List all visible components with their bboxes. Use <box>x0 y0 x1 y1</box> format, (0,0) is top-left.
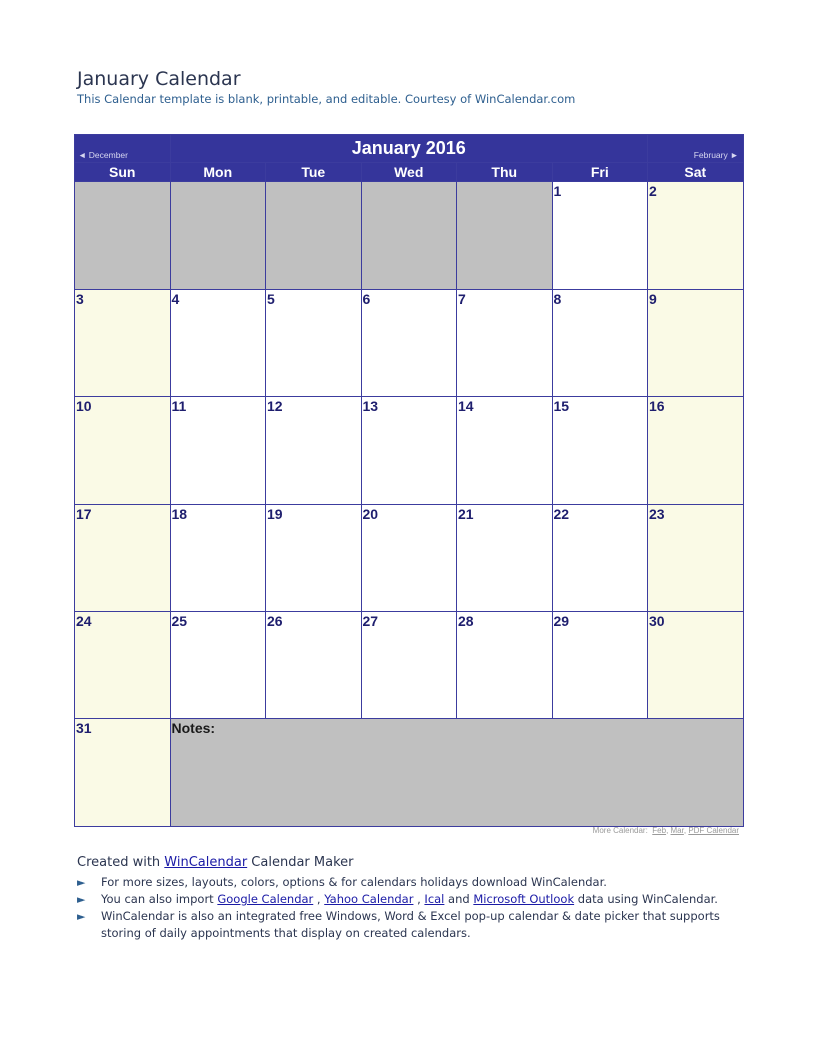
document-subtitle: This Calendar template is blank, printable, and editable. Courtesy of WinCalendar.com <box>77 92 576 106</box>
separator: and <box>444 892 474 906</box>
day-cell[interactable] <box>361 612 457 719</box>
day-cell[interactable] <box>648 182 744 289</box>
footer <box>77 855 747 942</box>
day-number: 10 <box>76 398 92 415</box>
more-calendar-links: More Calendar: Feb, Mar, PDF Calendar <box>592 826 739 835</box>
day-cell[interactable] <box>75 397 171 504</box>
dow-sat: Sat <box>648 163 744 182</box>
day-cell[interactable] <box>266 397 362 504</box>
calendar-header-row <box>75 135 744 163</box>
bullet-item <box>77 908 747 942</box>
day-cell[interactable] <box>648 289 744 396</box>
day-cell[interactable] <box>361 289 457 396</box>
calendar-table <box>74 134 744 827</box>
day-cell[interactable] <box>648 397 744 504</box>
day-number: 16 <box>649 398 665 415</box>
bullet-text: For more sizes, layouts, colors, options & for calendars holidays download WinCalendar. <box>101 875 607 889</box>
week-row-2 <box>75 289 744 396</box>
day-cell[interactable] <box>457 397 553 504</box>
day-number: 29 <box>553 613 570 629</box>
dow-tue: Tue <box>266 163 362 182</box>
day-number: 5 <box>267 290 275 307</box>
day-number: 11 <box>171 398 187 415</box>
week-row-3 <box>75 397 744 504</box>
day-number: 26 <box>267 613 283 629</box>
day-cell[interactable] <box>552 289 648 396</box>
day-number: 12 <box>267 398 283 415</box>
day-number: 14 <box>458 398 474 415</box>
day-cell[interactable] <box>552 504 648 611</box>
day-cell[interactable] <box>75 612 171 719</box>
day-cell[interactable] <box>457 504 553 611</box>
week-row-1 <box>75 182 744 289</box>
day-cell[interactable] <box>266 612 362 719</box>
wincalendar-link[interactable]: WinCalendar <box>164 855 248 870</box>
day-cell-empty <box>266 182 362 289</box>
day-number: 20 <box>362 505 379 522</box>
day-number: 27 <box>362 613 379 629</box>
day-number: 21 <box>458 505 474 522</box>
day-number: 24 <box>76 613 92 629</box>
day-number: 4 <box>171 290 180 307</box>
day-cell[interactable] <box>266 289 362 396</box>
day-cell[interactable] <box>552 182 648 289</box>
day-number: 1 <box>553 183 562 200</box>
day-cell[interactable] <box>361 504 457 611</box>
microsoft-outlook-link[interactable]: Microsoft Outlook <box>473 892 575 906</box>
day-number: 7 <box>458 290 466 307</box>
day-number: 17 <box>76 505 92 522</box>
dow-thu: Thu <box>457 163 553 182</box>
created-prefix: Created with <box>77 855 165 870</box>
bullet-text: You can also import <box>101 892 218 906</box>
day-number: 18 <box>171 505 188 522</box>
notes-label: Notes: <box>171 720 216 737</box>
day-cell[interactable] <box>170 289 266 396</box>
prev-month-link[interactable]: ◄ December <box>75 135 171 163</box>
day-cell[interactable] <box>75 719 171 827</box>
day-cell[interactable] <box>75 289 171 396</box>
separator: , <box>413 892 425 906</box>
day-cell[interactable] <box>648 612 744 719</box>
day-cell-empty <box>75 182 171 289</box>
day-cell[interactable] <box>170 612 266 719</box>
created-with-line <box>77 855 747 870</box>
day-number: 15 <box>553 398 570 415</box>
day-cell-empty <box>170 182 266 289</box>
day-number: 2 <box>649 183 657 200</box>
day-cell[interactable] <box>457 289 553 396</box>
month-title: January 2016 <box>170 135 648 163</box>
created-suffix: Calendar Maker <box>247 855 354 870</box>
day-number: 23 <box>649 505 665 522</box>
document-title: January Calendar <box>77 68 241 90</box>
days-of-week-row <box>75 163 744 182</box>
ical-link[interactable]: Ical <box>424 892 445 906</box>
dow-sun: Sun <box>75 163 171 182</box>
arrow-right-icon: ► <box>77 910 86 923</box>
day-cell-empty <box>457 182 553 289</box>
week-row-4 <box>75 504 744 611</box>
day-number: 8 <box>553 290 562 307</box>
pdf-calendar-link[interactable]: PDF Calendar <box>688 826 739 835</box>
day-number: 31 <box>76 720 92 737</box>
next-month-link[interactable]: February ► <box>648 135 744 163</box>
day-number: 13 <box>362 398 379 415</box>
more-calendar-label: More Calendar: <box>592 826 648 835</box>
day-cell[interactable] <box>75 504 171 611</box>
dow-fri: Fri <box>552 163 648 182</box>
bullet-item <box>77 874 747 891</box>
day-cell[interactable] <box>170 504 266 611</box>
separator: , <box>313 892 325 906</box>
mar-link[interactable]: Mar <box>670 826 684 835</box>
week-row-5 <box>75 612 744 719</box>
day-cell[interactable] <box>266 504 362 611</box>
day-cell[interactable] <box>361 397 457 504</box>
day-number: 6 <box>362 290 371 307</box>
notes-area[interactable] <box>170 719 743 827</box>
info-bullets <box>77 874 747 942</box>
day-number: 22 <box>553 505 570 522</box>
day-number: 28 <box>458 613 474 629</box>
dow-mon: Mon <box>170 163 266 182</box>
day-number: 25 <box>171 613 188 629</box>
day-number: 30 <box>649 613 665 629</box>
bullet-item <box>77 891 747 908</box>
arrow-right-icon: ► <box>77 876 86 889</box>
day-cell-empty <box>361 182 457 289</box>
day-number: 19 <box>267 505 283 522</box>
day-cell[interactable] <box>552 612 648 719</box>
dow-wed: Wed <box>361 163 457 182</box>
arrow-right-icon: ► <box>77 893 86 906</box>
day-number: 3 <box>76 290 84 307</box>
day-cell[interactable] <box>170 397 266 504</box>
feb-link[interactable]: Feb <box>652 826 667 835</box>
google-calendar-link[interactable]: Google Calendar <box>217 892 314 906</box>
yahoo-calendar-link[interactable]: Yahoo Calendar <box>324 892 414 906</box>
day-cell[interactable] <box>457 612 553 719</box>
day-number: 9 <box>649 290 657 307</box>
day-cell[interactable] <box>552 397 648 504</box>
bullet-text: data using WinCalendar. <box>574 892 718 906</box>
week-row-6 <box>75 719 744 827</box>
day-cell[interactable] <box>648 504 744 611</box>
bullet-text: WinCalendar is also an integrated free Windows, Word & Excel pop-up calendar & date picker that supports storing of daily appointments that display on created calendars. <box>101 909 720 940</box>
